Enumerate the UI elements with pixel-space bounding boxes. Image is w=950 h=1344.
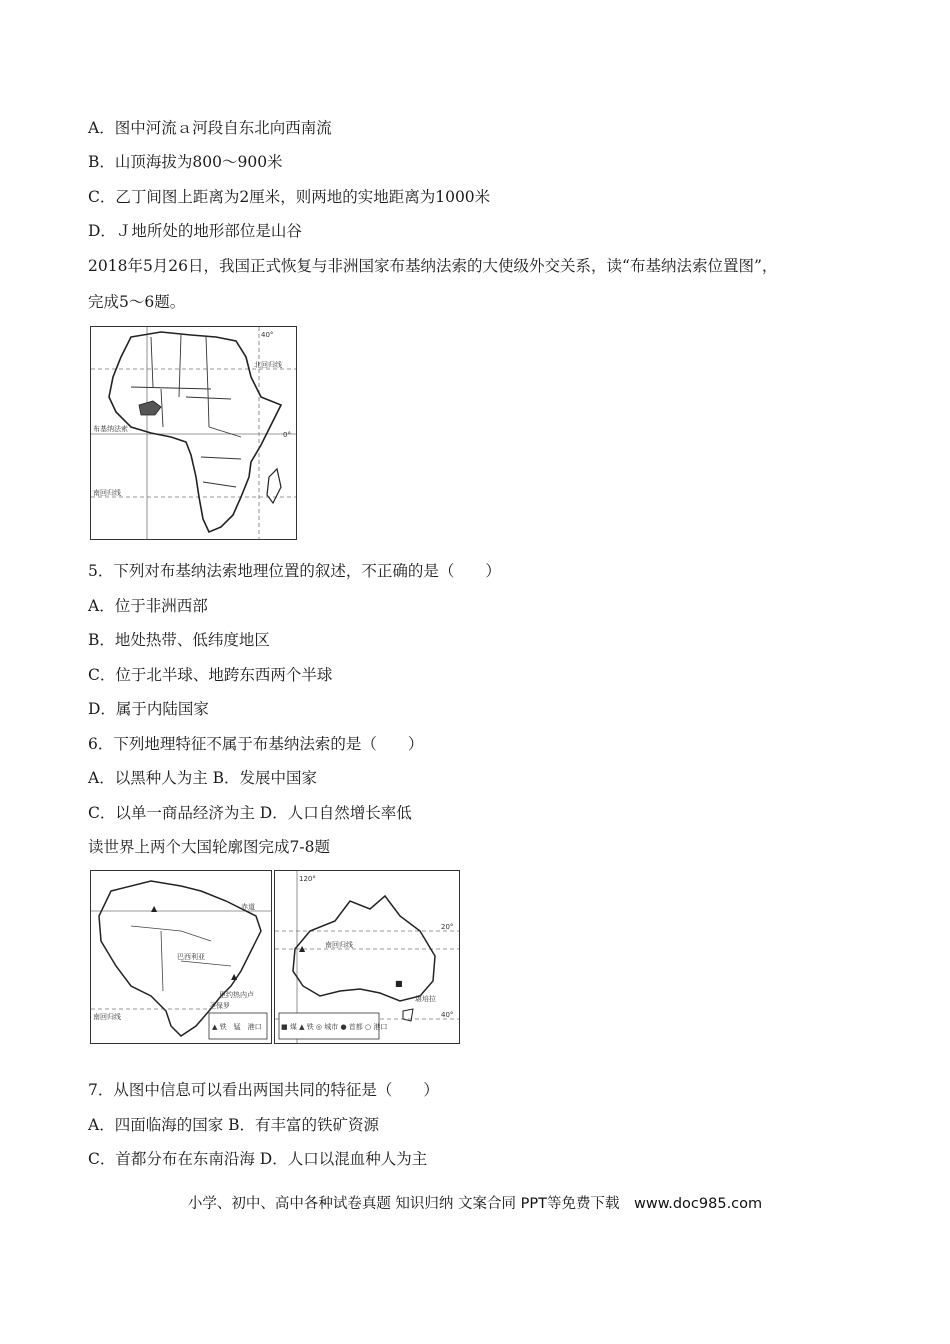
brazil-iron-marker-1: ▲ bbox=[151, 904, 158, 913]
q7-options-line1: A．四面临海的国家 B．有丰富的铁矿资源 bbox=[88, 1116, 380, 1134]
passage-5-6-line1: 2018年5月26日，我国正式恢复与非洲国家布基纳法索的大使级外交关系，读“布基纳法索位置图”， bbox=[88, 257, 778, 275]
burkina-faso-shape bbox=[139, 401, 161, 415]
brazil-tropic-label: 南回归线 bbox=[93, 1013, 121, 1021]
brazil-city2-label: 圣保罗 bbox=[209, 1002, 230, 1010]
q6-options-line2: C．以单一商品经济为主 D．人口自然增长率低 bbox=[88, 804, 412, 822]
africa-lon-label: 40° bbox=[261, 331, 274, 339]
africa-country-label: 布基纳法索 bbox=[93, 425, 128, 433]
q5-option-b: B．地处热带、低纬度地区 bbox=[88, 631, 270, 649]
australia-iron-marker: ▲ bbox=[299, 944, 306, 953]
q4-option-b: B．山顶海拔为800～900米 bbox=[88, 153, 283, 171]
q6-stem: 6．下列地理特征不属于布基纳法索的是（ ） bbox=[88, 735, 424, 753]
australia-lon-label: 120° bbox=[299, 875, 316, 883]
brazil-legend: ▲ 铁 锰 港口 bbox=[212, 1023, 262, 1031]
australia-legend: ■ 煤 ▲ 铁 ◎ 城市 ● 首都 ○ 港口 bbox=[281, 1023, 388, 1031]
africa-south-tropic-label: 南回归线 bbox=[93, 489, 121, 497]
q7-options-line2: C．首都分布在东南沿海 D．人口以混血种人为主 bbox=[88, 1150, 428, 1168]
q7-stem: 7．从图中信息可以看出两国共同的特征是（ ） bbox=[88, 1081, 439, 1099]
q4-option-a: A．图中河流ａ河段自东北向西南流 bbox=[88, 119, 332, 137]
australia-capital-label: 堪培拉 bbox=[415, 995, 436, 1003]
q5-option-a: A．位于非洲西部 bbox=[88, 597, 208, 615]
q4-option-d: D．Ｊ地所处的地形部位是山谷 bbox=[88, 222, 302, 240]
page-footer: 小学、初中、高中各种试卷真题 知识归纳 文案合同 PPT等免费下载 www.doc985.com bbox=[187, 1196, 763, 1212]
madagascar-shape bbox=[267, 469, 281, 503]
africa-location-map bbox=[90, 326, 297, 540]
australia-lat20-label: 20° bbox=[441, 923, 454, 931]
brazil-capital-label: 巴西利亚 bbox=[177, 953, 205, 961]
brazil-iron-marker-2: ▲ bbox=[231, 972, 238, 981]
q5-option-c: C．位于北半球、地跨东西两个半球 bbox=[88, 666, 333, 684]
brazil-equator-label: 赤道 bbox=[241, 903, 255, 911]
australia-tropic-label: 南回归线 bbox=[325, 941, 353, 949]
q5-option-d: D．属于内陆国家 bbox=[88, 700, 209, 718]
passage-7-8: 读世界上两个大国轮廓图完成7-8题 bbox=[88, 838, 330, 856]
brazil-map bbox=[90, 870, 272, 1044]
australia-coal-marker: ■ bbox=[395, 979, 403, 988]
brazil-city1-label: 里约热内卢 bbox=[219, 991, 254, 999]
q4-option-c: C．乙丁间图上距离为2厘米，则两地的实地距离为1000米 bbox=[88, 188, 491, 206]
africa-north-tropic-label: 北回归线 bbox=[254, 361, 282, 369]
australia-map bbox=[274, 870, 460, 1044]
australia-outline bbox=[293, 896, 435, 1001]
africa-lat0-label: 0° bbox=[283, 431, 291, 439]
q6-options-line1: A．以黑种人为主 B．发展中国家 bbox=[88, 769, 318, 787]
q5-stem: 5．下列对布基纳法索地理位置的叙述，不正确的是（ ） bbox=[88, 562, 501, 580]
australia-lat40-label: 40° bbox=[441, 1011, 454, 1019]
passage-5-6-line2: 完成5～6题。 bbox=[88, 293, 186, 311]
